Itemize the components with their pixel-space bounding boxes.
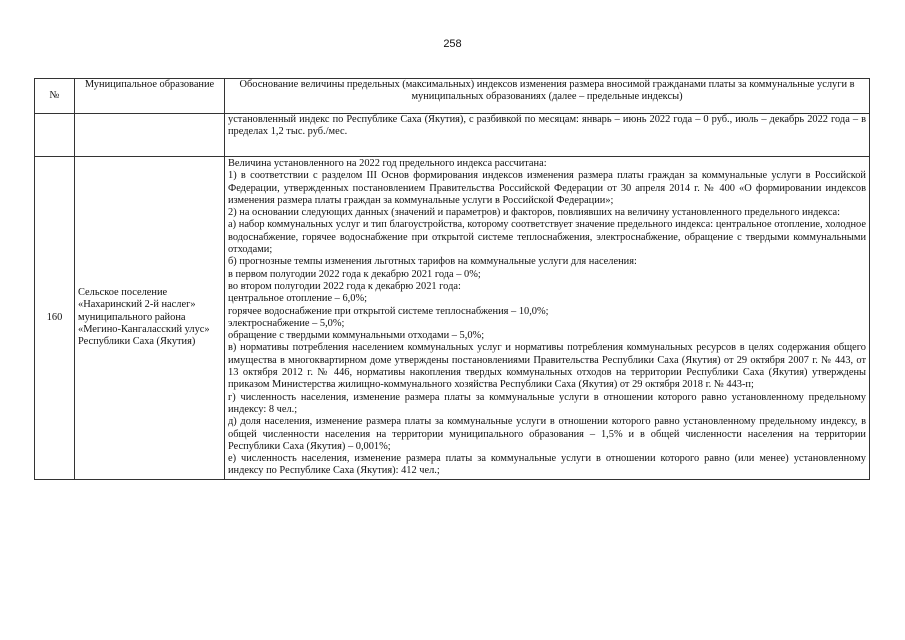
justification-line: 1) в соответствии с разделом III Основ формирования индексов изменения размера платы граждан за коммунальные услуги в Российской Федерации, утвержденных постановлением Правительства Российской Федерации от 30 апреля 2014 г. № 400 «О формировании индексов изменения размера платы граждан за коммунальные услуги в Российской Федерации»; <box>228 170 866 206</box>
justification-line: Величина установленного на 2022 год предельного индекса рассчитана: <box>228 158 547 169</box>
justification-line: а) набор коммунальных услуг и тип благоустройства, которому соответствует значение предельного индекса: центральное отопление, холодное водоснабжение, горячее водоснабжение при открытой системе теплоснабжения, электроснабжение, обращение с твердыми коммунальными отходами; <box>228 219 866 256</box>
justification-line: обращение с твердыми коммунальными отходами – 5,0%; <box>228 330 485 342</box>
header-number: № <box>35 79 75 114</box>
header-justification: Обоснование величины предельных (максимальных) индексов изменения размера вносимой гражданами платы за коммунальные услуги в муниципальных образованиях (далее – предельные индексы) <box>225 79 870 114</box>
justification-line: в первом полугодии 2022 года к декабрю 2021 года – 0%; <box>228 268 481 280</box>
continuation-number-cell <box>35 114 75 157</box>
justification-line: в) нормативы потребления населением коммунальных услуг и нормативы потребления коммунальных ресурсов в целях содержания общего имущества в многоквартирном доме утверждены постановлениями Правительства Республики Саха (Якутия) от 29 октября 2007 г. № 443, от 13 октября 2012 г. № 446, нормативы накопления твердых коммунальных отходов на территории Республики Саха (Якутия) утверждены приказом Министерства жилищно-коммунального хозяйства Республики Саха (Якутия) от 29 октября 2018 г. № 443-п; <box>228 342 866 391</box>
continuation-municipality-cell <box>75 114 225 157</box>
row-municipality: Сельское поселение «Нахаринский 2-й наслег» муниципального района «Мегино-Кангаласский улус» Республики Саха (Якутия) <box>75 157 225 480</box>
continuation-text: установленный индекс по Республике Саха (Якутия), с разбивкой по месяцам: январь – июнь 2022 года – 0 руб., июль – декабрь 2022 года – в пределах 1,2 тыс. руб./мес. <box>225 114 870 157</box>
justification-line: электроснабжение – 5,0%; <box>228 317 345 329</box>
justification-line: во втором полугодии 2022 года к декабрю 2021 года: <box>228 280 461 292</box>
row-justification <box>225 157 870 480</box>
limit-index-table <box>34 78 870 480</box>
justification-line: горячее водоснабжение при открытой системе теплоснабжения – 10,0%; <box>228 305 549 317</box>
justification-line: е) численность населения, изменение размера платы за коммунальные услуги в отношении которого равно (или менее) установленному индексу по Республике Саха (Якутия): 412 чел.; <box>228 453 866 477</box>
page-number: 258 <box>443 38 462 50</box>
table-row-continuation <box>35 114 870 157</box>
table-header-row <box>35 79 870 114</box>
justification-line: г) численность населения, изменение размера платы за коммунальные услуги в отношении которого равно установленному предельному индексу: 8 чел.; <box>228 391 866 415</box>
justification-line: 2) на основании следующих данных (значений и параметров) и факторов, повлиявших на величину установленного предельного индекса: <box>228 207 841 219</box>
row-number: 160 <box>35 157 75 480</box>
justification-line: центральное отопление – 6,0%; <box>228 293 367 305</box>
header-municipality: Муниципальное образование <box>75 79 225 114</box>
justification-line: д) доля населения, изменение размера платы за коммунальные услуги в отношении которого равно установленному предельному индексу, в общей численности населения на территории муниципального образования – 1,5% и в общей численности населения на территории Республики Саха (Якутия) – 0,001%; <box>228 416 866 452</box>
table-row <box>35 157 870 480</box>
justification-line: б) прогнозные темпы изменения льготных тарифов на коммунальные услуги для населения: <box>228 256 637 268</box>
